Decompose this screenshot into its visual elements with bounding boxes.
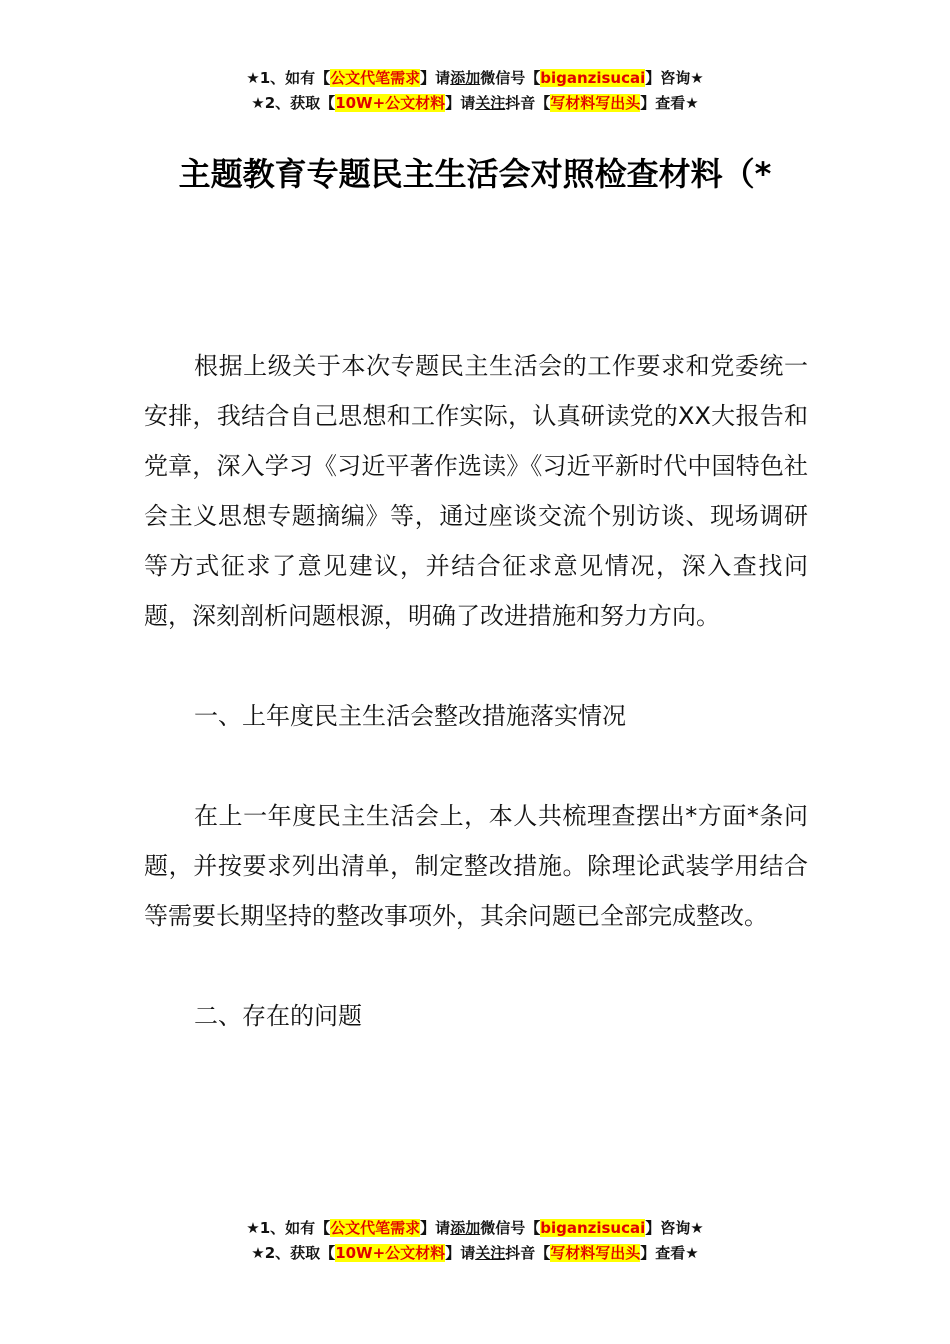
highlight-service: 公文代笔需求 (330, 1219, 421, 1237)
banner-line-2: ★2、获取【10W+公文材料】请关注抖音【写材料写出头】查看★ (251, 1244, 699, 1262)
highlight-douyin-name: 写材料写出头 (550, 1244, 641, 1262)
section-heading-1: 一、上年度民主生活会整改措施落实情况 (194, 702, 626, 730)
banner-line-1: ★1、如有【公文代笔需求】请添加微信号【biganzisucai】咨询★ (246, 1219, 704, 1237)
section-1-paragraph: 在上一年度民主生活会上，本人共梳理查摆出*方面*条问题，并按要求列出清单，制定整改措施。除理论武装学用结合等需要长期坚持的整改事项外，其余问题已全部完成整改。 (144, 802, 808, 930)
highlight-materials: 10W+公文材料 (335, 1244, 446, 1262)
highlight-douyin-name: 写材料写出头 (550, 94, 641, 112)
banner-line-1: ★1、如有【公文代笔需求】请添加微信号【biganzisucai】咨询★ (246, 69, 704, 87)
document-title: 主题教育专题民主生活会对照检查材料（* (178, 155, 772, 193)
highlight-wechat-id: biganzisucai (540, 69, 646, 87)
highlight-service: 公文代笔需求 (330, 69, 421, 87)
banner-line-2: ★2、获取【10W+公文材料】请关注抖音【写材料写出头】查看★ (251, 94, 699, 112)
section-heading-2: 二、存在的问题 (194, 1002, 362, 1030)
document-body (144, 341, 808, 1041)
footer-banner (0, 1216, 950, 1266)
header-banner (0, 66, 950, 116)
highlight-materials: 10W+公文材料 (335, 94, 446, 112)
highlight-wechat-id: biganzisucai (540, 1219, 646, 1237)
intro-paragraph: 根据上级关于本次专题民主生活会的工作要求和党委统一安排，我结合自己思想和工作实际，认真研读党的XX大报告和党章，深入学习《习近平著作选读》《习近平新时代中国特色社会主义思想专题摘编》等，通过座谈交流个别访谈、现场调研等方式征求了意见建议，并结合征求意见情况，深入查找问题，深刻剖析问题根源，明确了改进措施和努力方向。 (144, 352, 808, 630)
